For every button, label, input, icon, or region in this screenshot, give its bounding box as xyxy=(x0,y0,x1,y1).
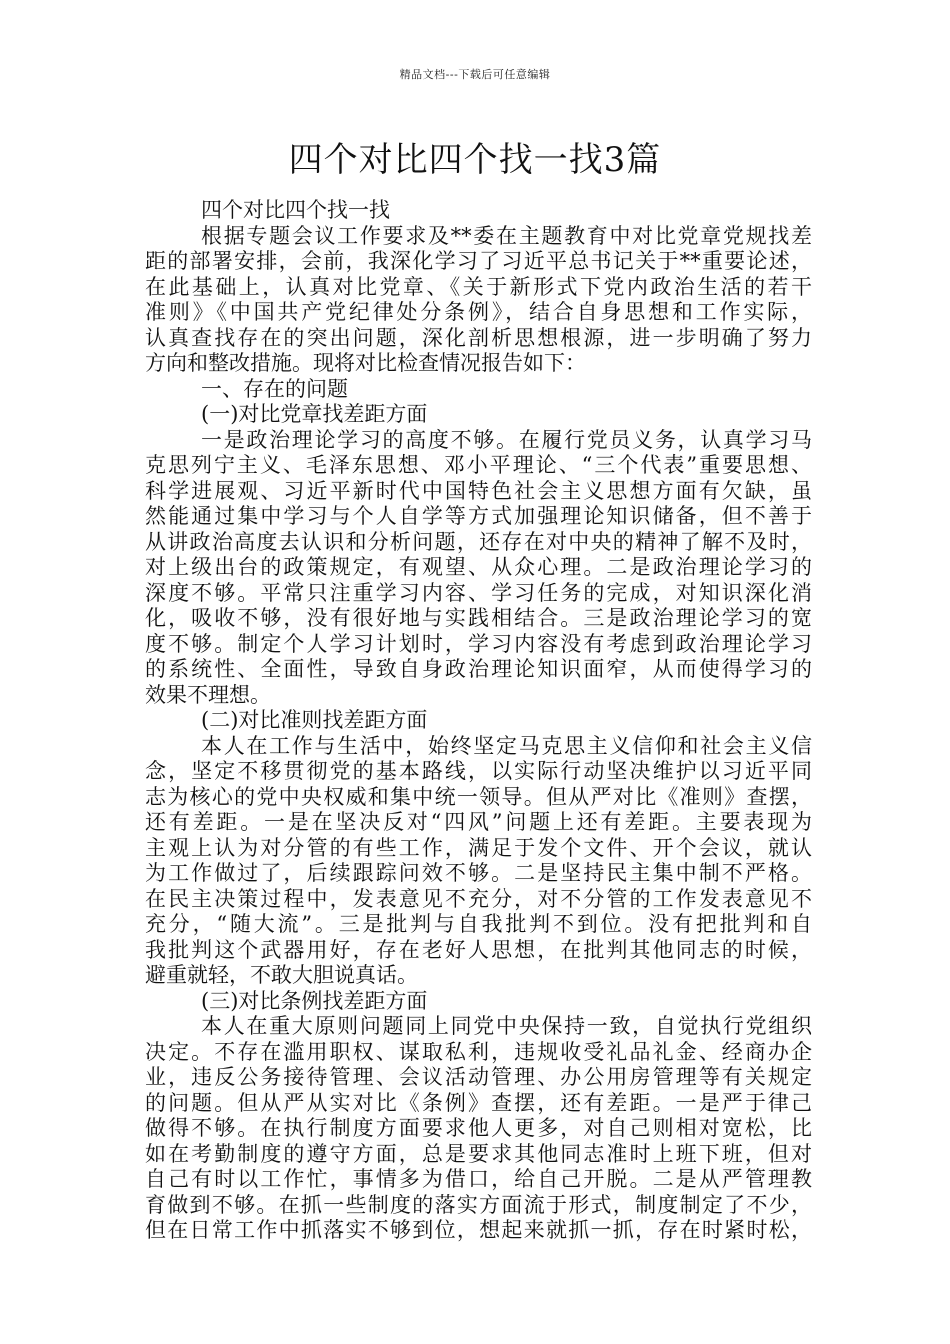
text-line: 一、存在的问题 xyxy=(201,376,348,401)
text-line: 志为核心的党中央权威和集中统一领导。但从严对比《准则》查摆， xyxy=(145,784,812,809)
text-line: 为工作做过了，后续跟踪问效不够。二是坚持民主集中制不严格。 xyxy=(145,861,812,885)
text-line: 避重就轻，不敢大胆说真话。 xyxy=(145,963,418,987)
document-title: 四个对比四个找一找3篇 xyxy=(288,140,662,180)
text-line: 在此基础上，认真对比党章、《关于新形式下党内政治生活的若干 xyxy=(145,274,812,299)
text-line: 决定。不存在滥用职权、谋取私利，违规收受礼品礼金、经商办企 xyxy=(145,1039,812,1064)
page-header: 精品文档---下载后可任意编辑 xyxy=(399,68,551,81)
text-line: 一是政治理论学习的高度不够。在履行党员义务，认真学习马 xyxy=(201,427,812,452)
text-line: 自己有时以工作忙，事情多为借口，给自己开脱。二是从严管理教 xyxy=(145,1167,812,1191)
text-line: 然能通过集中学习与个人自学等方式加强理论知识储备，但不善于 xyxy=(145,504,812,528)
text-line: 四个对比四个找一找 xyxy=(201,198,390,222)
text-line: 我批判这个武器用好，存在老好人思想，在批判其他同志的时候， xyxy=(145,937,812,962)
text-line: 本人在工作与生活中，始终坚定马克思主义信仰和社会主义信 xyxy=(201,733,812,758)
text-line: 在民主决策过程中，发表意见不充分，对不分管的工作发表意见不 xyxy=(145,886,812,911)
text-line: 念，坚定不移贯彻党的基本路线，以实际行动坚决维护以习近平同 xyxy=(145,759,812,783)
text-line: (二)对比准则找差距方面 xyxy=(201,708,428,732)
text-line: 还有差距。一是在坚决反对“四风”问题上还有差距。主要表现为 xyxy=(145,810,812,834)
text-line: 主观上认为对分管的有些工作，满足于发个文件、开个会议，就认 xyxy=(145,835,812,860)
text-line: 效果不理想。 xyxy=(145,682,271,707)
text-line: 的系统性、全面性，导致自身政治理论知识面窄，从而使得学习的 xyxy=(145,657,812,681)
text-line: 方向和整改措施。现将对比检查情况报告如下： xyxy=(145,351,586,375)
text-line: 从讲政治高度去认识和分析问题，还存在对中央的精神了解不及时， xyxy=(145,529,812,554)
text-line: (三)对比条例找差距方面 xyxy=(201,988,428,1013)
text-line: 做得不够。在执行制度方面要求他人更多，对自己则相对宽松，比 xyxy=(145,1116,812,1140)
text-line: (一)对比党章找差距方面 xyxy=(201,402,428,426)
text-line: 但在日常工作中抓落实不够到位，想起来就抓一抓，存在时紧时松， xyxy=(145,1218,812,1242)
text-line: 深度不够。平常只注重学习内容、学习任务的完成，对知识深化消 xyxy=(145,580,812,605)
text-line: 对上级出台的政策规定，有观望、从众心理。二是政治理论学习的 xyxy=(145,555,812,579)
text-line: 本人在重大原则问题同上同党中央保持一致，自觉执行党组织 xyxy=(201,1014,812,1038)
text-line: 距的部署安排，会前，我深化学习了习近平总书记关于**重要论述， xyxy=(145,249,812,273)
text-line: 如在考勤制度的遵守方面，总是要求其他同志准时上班下班，但对 xyxy=(145,1141,812,1166)
text-line: 的问题。但从严从实对比《条例》查摆，还有差距。一是严于律己 xyxy=(145,1090,812,1115)
text-line: 业，违反公务接待管理、会议活动管理、办公用房管理等有关规定 xyxy=(145,1065,812,1089)
text-line: 认真查找存在的突出问题，深化剖析思想根源，进一步明确了努力 xyxy=(145,325,812,350)
text-line: 育做到不够。在抓一些制度的落实方面流于形式，制度制定了不少， xyxy=(145,1192,812,1217)
text-line: 准则》《中国共产党纪律处分条例》，结合自身思想和工作实际， xyxy=(145,300,812,324)
text-line: 充分，“随大流”。三是批判与自我批判不到位。没有把批判和自 xyxy=(145,912,812,936)
text-line: 根据专题会议工作要求及**委在主题教育中对比党章党规找差 xyxy=(201,223,812,248)
text-line: 度不够。制定个人学习计划时，学习内容没有考虑到政治理论学习 xyxy=(145,631,812,656)
text-line: 科学进展观、习近平新时代中国特色社会主义思想方面有欠缺，虽 xyxy=(145,478,812,503)
text-line: 克思列宁主义、毛泽东思想、邓小平理论、“三个代表”重要思想、 xyxy=(145,453,812,477)
document-body xyxy=(145,198,812,1244)
text-line: 化，吸收不够，没有很好地与实践相结合。三是政治理论学习的宽 xyxy=(145,606,812,630)
